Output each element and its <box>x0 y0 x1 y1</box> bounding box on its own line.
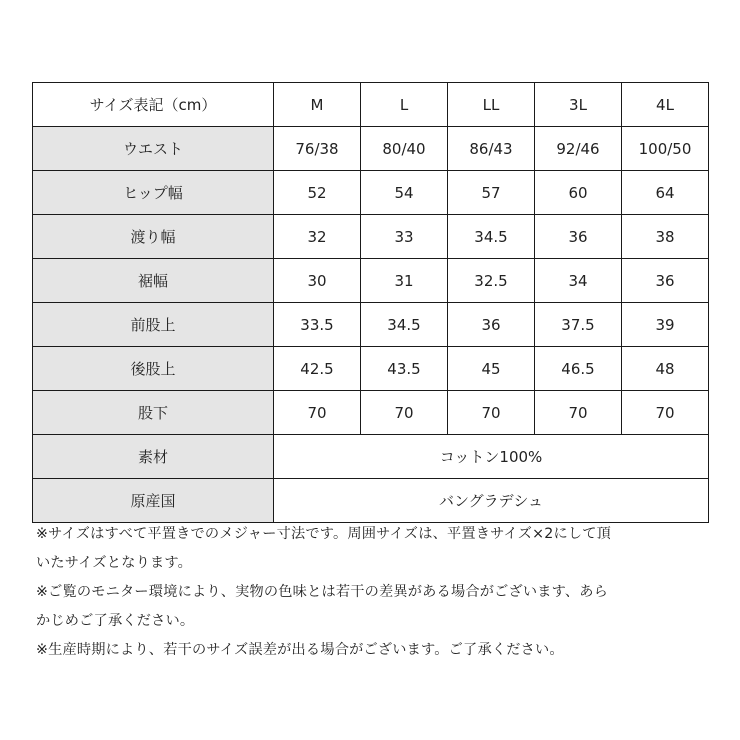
table-cell: 64 <box>622 171 709 215</box>
header-label: サイズ表記（cm） <box>33 83 274 127</box>
table-cell: 70 <box>361 391 448 435</box>
table-cell: 33.5 <box>274 303 361 347</box>
size-header-3l: 3L <box>535 83 622 127</box>
table-cell: 31 <box>361 259 448 303</box>
note-line: ※サイズはすべて平置きでのメジャー寸法です。周囲サイズは、平置きサイズ×2にして頂 <box>36 526 612 542</box>
row-label: 原産国 <box>33 479 274 523</box>
table-row-hem <box>33 259 709 303</box>
origin-value: バングラデシュ <box>274 479 709 523</box>
row-label: 股下 <box>33 391 274 435</box>
table-cell: 36 <box>448 303 535 347</box>
table-cell: 36 <box>535 215 622 259</box>
size-header-ll: LL <box>448 83 535 127</box>
table-cell: 70 <box>448 391 535 435</box>
table-row-front-rise <box>33 303 709 347</box>
row-label: 前股上 <box>33 303 274 347</box>
table-row-material <box>33 435 709 479</box>
table-cell: 42.5 <box>274 347 361 391</box>
table-row-thigh <box>33 215 709 259</box>
table-header-row <box>33 83 709 127</box>
table-row-back-rise <box>33 347 709 391</box>
table-row-origin <box>33 479 709 523</box>
table-cell: 70 <box>622 391 709 435</box>
size-table <box>32 82 709 523</box>
table-cell: 45 <box>448 347 535 391</box>
note-line: ※ご覧のモニター環境により、実物の色味とは若干の差異がある場合がございます、あら <box>36 584 609 600</box>
table-row-waist <box>33 127 709 171</box>
table-cell: 37.5 <box>535 303 622 347</box>
note-line: ※生産時期により、若干のサイズ誤差が出る場合がございます。ご了承ください。 <box>36 642 564 658</box>
table-cell: 30 <box>274 259 361 303</box>
table-cell: 32 <box>274 215 361 259</box>
table-cell: 60 <box>535 171 622 215</box>
table-cell: 34 <box>535 259 622 303</box>
table-cell: 86/43 <box>448 127 535 171</box>
table-cell: 52 <box>274 171 361 215</box>
table-cell: 92/46 <box>535 127 622 171</box>
table-cell: 38 <box>622 215 709 259</box>
size-header-l: L <box>361 83 448 127</box>
table-row-inseam <box>33 391 709 435</box>
table-cell: 33 <box>361 215 448 259</box>
note-line: かじめご了承ください。 <box>36 613 195 629</box>
size-header-4l: 4L <box>622 83 709 127</box>
table-cell: 48 <box>622 347 709 391</box>
size-header-m: M <box>274 83 361 127</box>
table-cell: 80/40 <box>361 127 448 171</box>
row-label: ウエスト <box>33 127 274 171</box>
table-row-hip <box>33 171 709 215</box>
row-label: ヒップ幅 <box>33 171 274 215</box>
row-label: 裾幅 <box>33 259 274 303</box>
row-label: 後股上 <box>33 347 274 391</box>
table-cell: 100/50 <box>622 127 709 171</box>
table-cell: 70 <box>535 391 622 435</box>
row-label: 渡り幅 <box>33 215 274 259</box>
material-value: コットン100% <box>274 435 709 479</box>
table-cell: 39 <box>622 303 709 347</box>
table-cell: 43.5 <box>361 347 448 391</box>
note-line: いたサイズとなります。 <box>36 555 192 571</box>
table-cell: 70 <box>274 391 361 435</box>
table-cell: 46.5 <box>535 347 622 391</box>
table-cell: 57 <box>448 171 535 215</box>
table-cell: 76/38 <box>274 127 361 171</box>
notes <box>36 520 712 665</box>
table-cell: 34.5 <box>361 303 448 347</box>
row-label: 素材 <box>33 435 274 479</box>
table-cell: 36 <box>622 259 709 303</box>
table-cell: 54 <box>361 171 448 215</box>
table-cell: 34.5 <box>448 215 535 259</box>
table-cell: 32.5 <box>448 259 535 303</box>
